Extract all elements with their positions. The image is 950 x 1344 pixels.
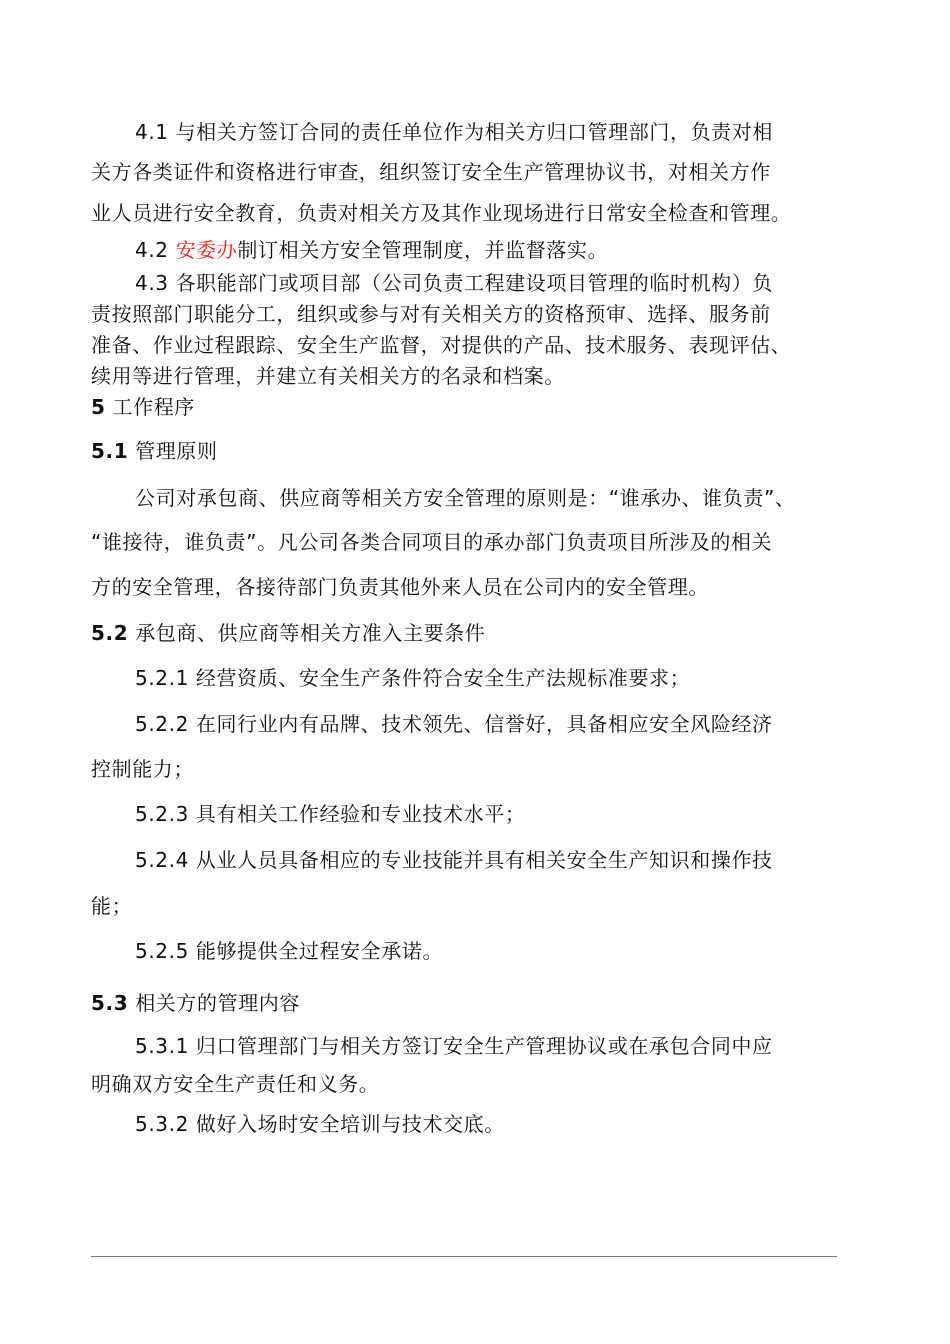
item-5-2-4-line-1: 5.2.4 从业人员具备相应的专业技能并具有相关安全生产知识和操作技 xyxy=(135,848,773,872)
section-title: 承包商、供应商等相关方准入主要条件 xyxy=(128,621,486,645)
section-title: 管理原则 xyxy=(128,439,218,463)
para-4-3-line-4: 续用等进行管理，并建立有关相关方的名录和档案。 xyxy=(91,364,565,388)
section-number: 5.2 xyxy=(91,621,129,645)
section-5-2-heading xyxy=(91,620,851,646)
para-4-2-prefix: 4.2 xyxy=(135,238,176,262)
highlight-text: 安委办 xyxy=(175,238,238,262)
section-number: 5 xyxy=(91,395,106,419)
para-4-2 xyxy=(135,237,895,263)
para-4-2-rest: 制订相关方安全管理制度，并监督落实。 xyxy=(237,238,609,262)
para-5-1-line-2: “谁接待，谁负责”。凡公司各类合同项目的承办部门负责项目所涉及的相关 xyxy=(91,530,773,554)
para-5-1-line-1: 公司对承包商、供应商等相关方安全管理的原则是：“谁承办、谁负责”、 xyxy=(135,486,796,510)
para-4-3-line-3: 准备、作业过程跟踪、安全生产监督，对提供的产品、技术服务、表现评估、 xyxy=(91,333,792,357)
item-5-3-1-line-1: 5.3.1 归口管理部门与相关方签订安全生产管理协议或在承包合同中应 xyxy=(135,1034,773,1058)
para-4-3-line-2: 责按照部门职能分工，组织或参与对有关相关方的资格预审、选择、服务前 xyxy=(91,302,771,326)
item-5-2-4-line-2: 能； xyxy=(91,894,133,918)
para-4-3-line-1: 4.3 各职能部门或项目部（公司负责工程建设项目管理的临时机构）负 xyxy=(135,271,773,295)
section-number: 5.1 xyxy=(91,439,129,463)
para-4-1-line-2: 关方各类证件和资格进行审查，组织签订安全生产管理协议书，对相关方作 xyxy=(91,160,771,184)
section-5-3-heading xyxy=(91,990,851,1016)
item-5-2-5: 5.2.5 能够提供全过程安全承诺。 xyxy=(135,939,444,963)
section-title: 工作程序 xyxy=(105,395,195,419)
para-4-1-line-1: 4.1 与相关方签订合同的责任单位作为相关方归口管理部门，负责对相 xyxy=(135,120,773,144)
section-5-1-heading xyxy=(91,438,851,464)
section-title: 相关方的管理内容 xyxy=(128,991,300,1015)
item-5-3-1-line-2: 明确双方安全生产责任和义务。 xyxy=(91,1072,380,1096)
section-5-heading xyxy=(91,394,851,420)
item-5-2-1: 5.2.1 经营资质、安全生产条件符合安全生产法规标准要求； xyxy=(135,666,691,690)
para-5-1-line-3: 方的安全管理，各接待部门负责其他外来人员在公司内的安全管理。 xyxy=(91,575,709,599)
section-number: 5.3 xyxy=(91,991,129,1015)
para-4-1-line-3: 业人员进行安全教育，负责对相关方及其作业现场进行日常安全检查和管理。 xyxy=(91,201,792,225)
item-5-3-2: 5.3.2 做好入场时安全培训与技术交底。 xyxy=(135,1112,505,1136)
item-5-2-2-line-2: 控制能力； xyxy=(91,757,194,781)
item-5-2-2-line-1: 5.2.2 在同行业内有品牌、技术领先、信誉好，具备相应安全风险经济 xyxy=(135,712,773,736)
footer-divider xyxy=(91,1256,837,1257)
item-5-2-3: 5.2.3 具有相关工作经验和专业技术水平； xyxy=(135,802,526,826)
